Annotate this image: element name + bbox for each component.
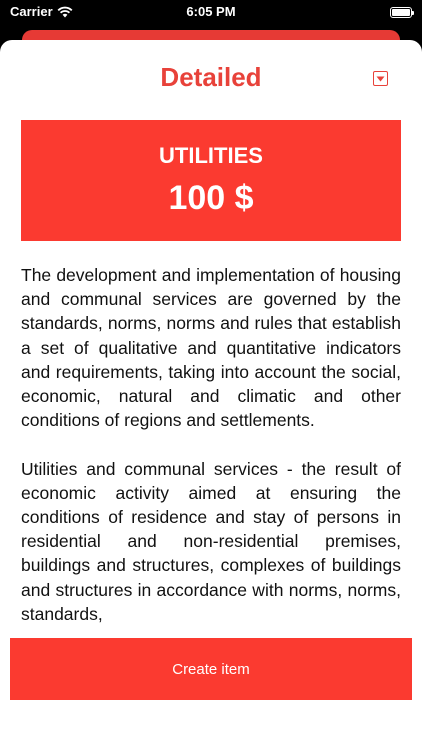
triangle-down-icon bbox=[376, 76, 385, 82]
description-text: The development and implementation of housing and communal services are governed by the standards, norms, norms and rules that establish a set of qualitative and quantitative indicators and requirements, taking into account the social, economic, natural and climatic and other conditions of regions and settlements. Utilities and communal services - the result of economic activity aimed at ensuring the conditions of residence and stay of persons in residential and non-residential premises, buildings and structures, complexes of buildings and structures in accordance with norms, norms, standards, bbox=[21, 265, 401, 624]
status-right bbox=[390, 4, 412, 19]
create-item-button[interactable]: Create item bbox=[10, 638, 412, 700]
carrier-label: Carrier bbox=[10, 4, 53, 19]
category-card bbox=[21, 120, 401, 241]
page-title: Detailed bbox=[160, 62, 262, 92]
status-time: 6:05 PM bbox=[186, 4, 236, 19]
status-bar bbox=[0, 0, 422, 24]
category-label: UTILITIES bbox=[159, 143, 263, 168]
amount-label: 100 $ bbox=[168, 179, 254, 217]
dropdown-icon[interactable] bbox=[373, 71, 388, 86]
battery-icon bbox=[390, 7, 412, 18]
